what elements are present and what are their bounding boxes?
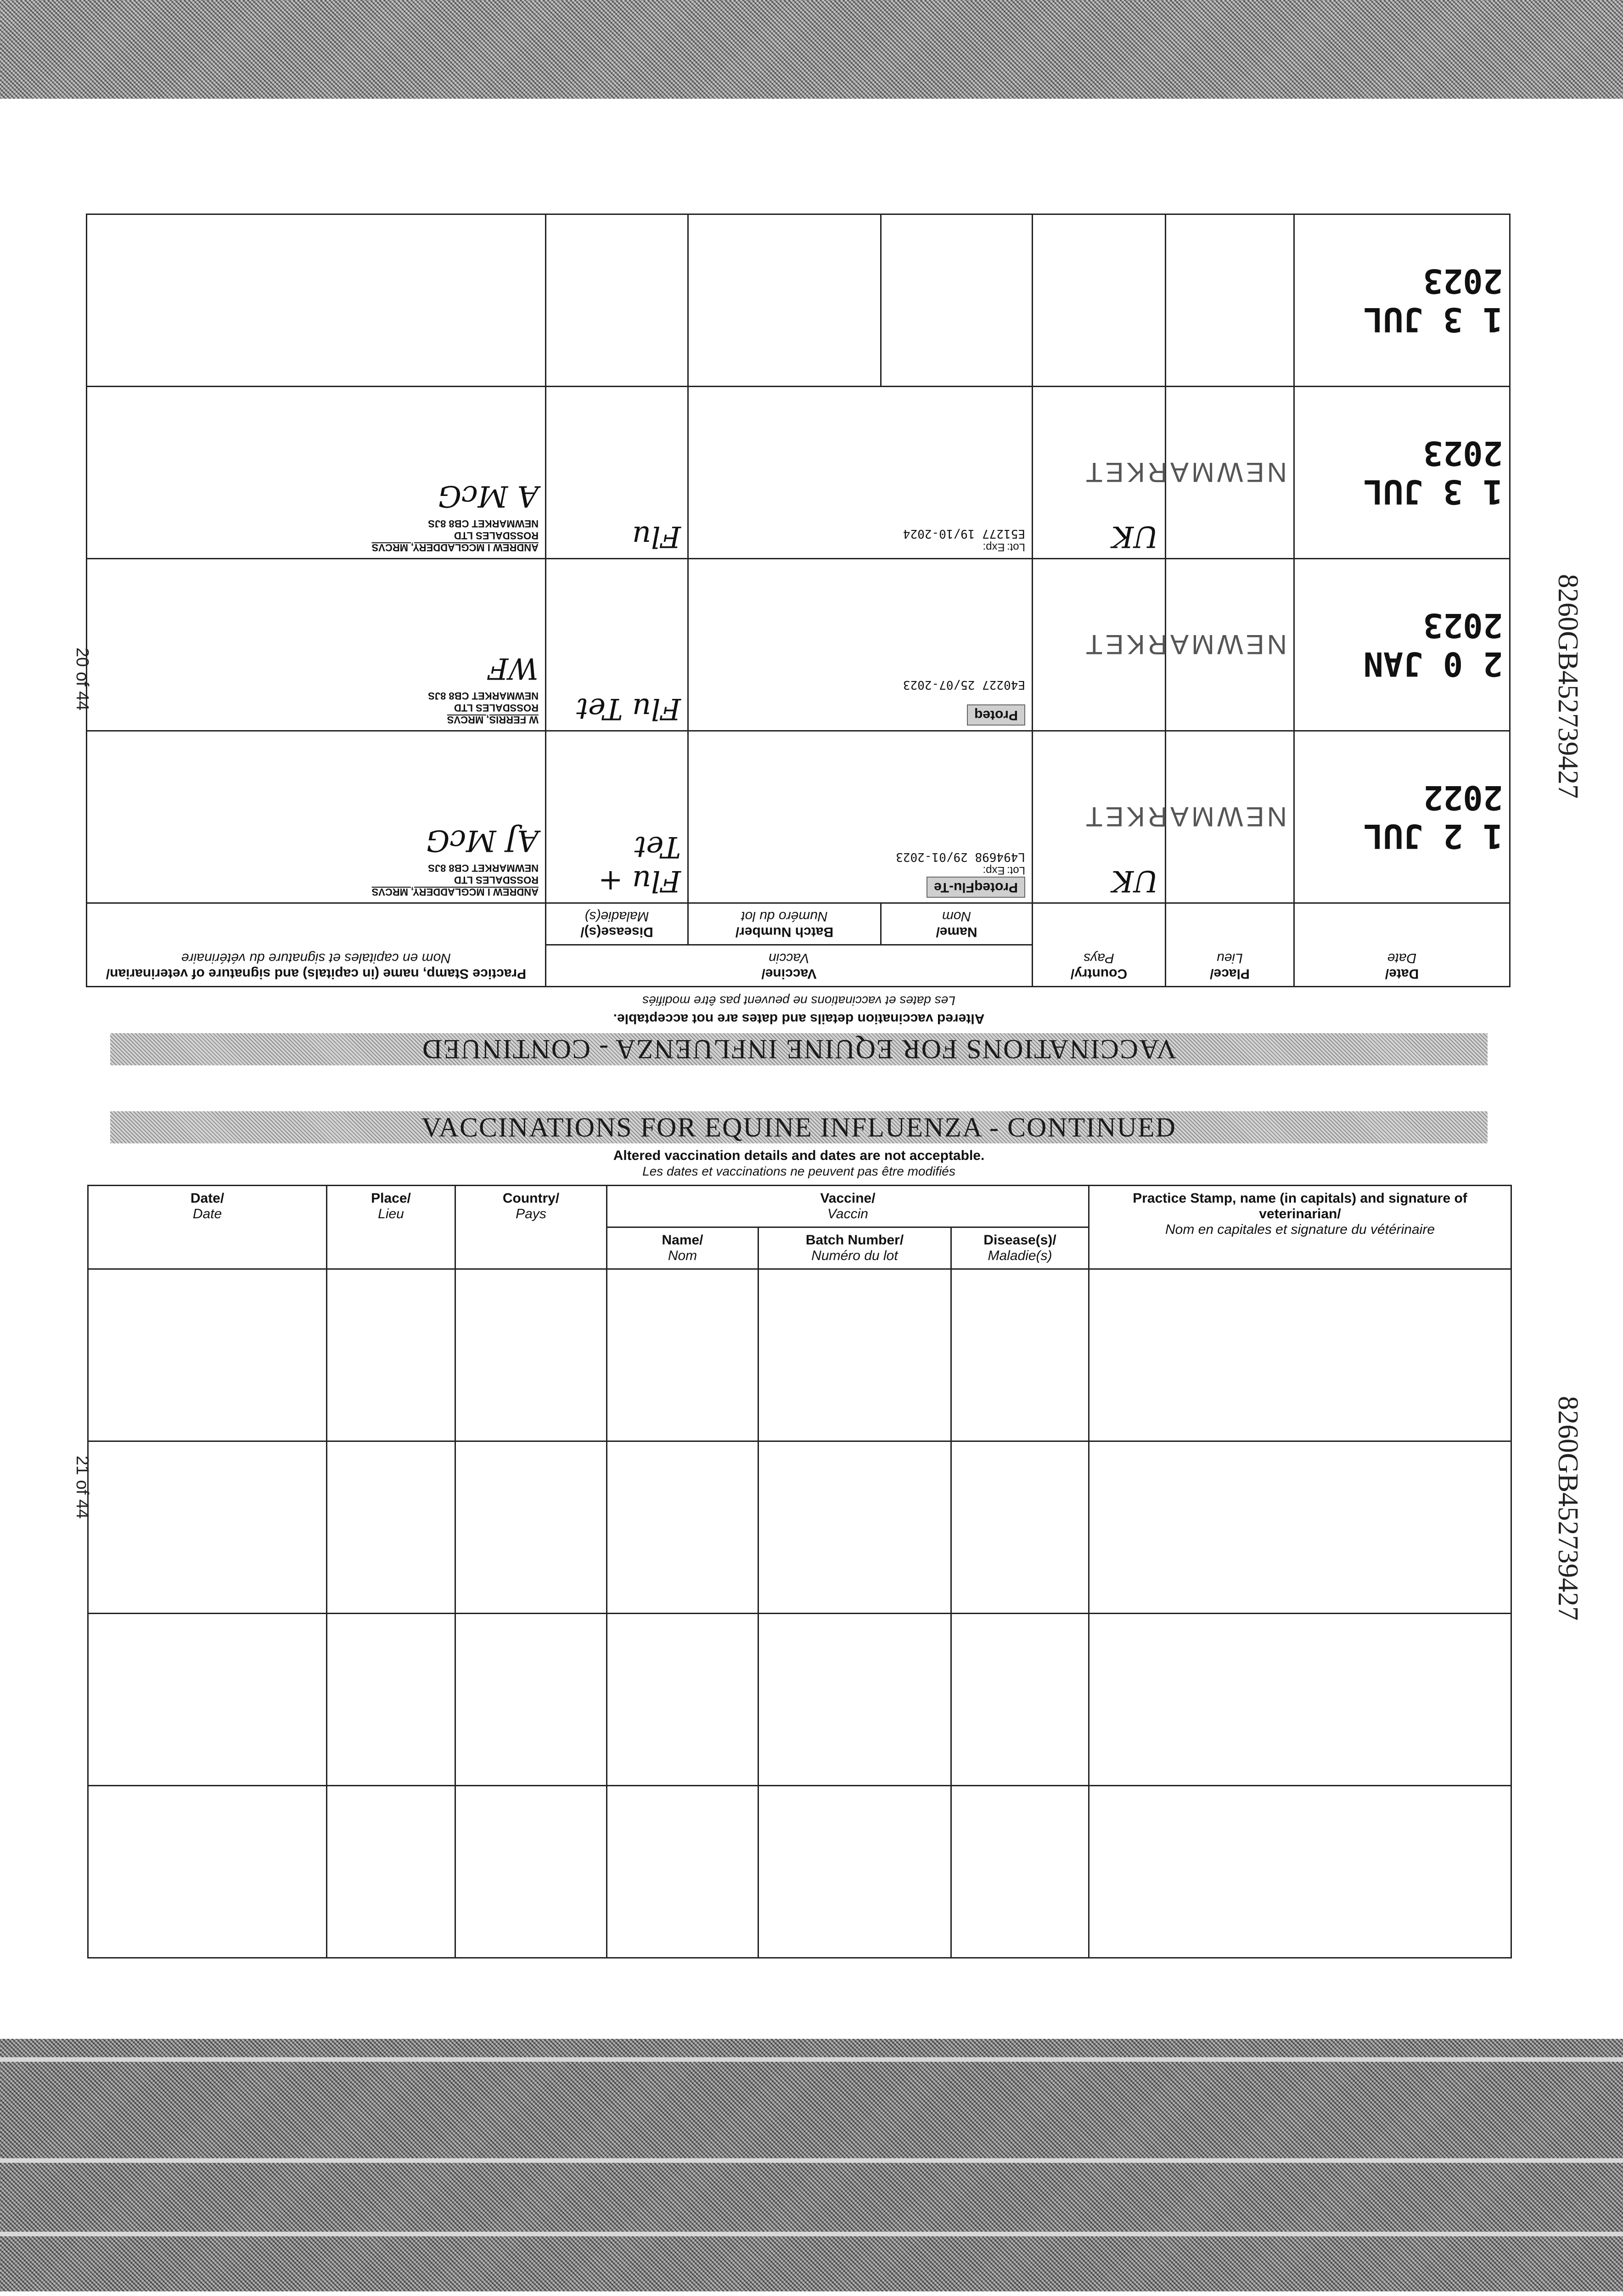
lot-label: Lot: xyxy=(1006,864,1025,877)
place-cell xyxy=(327,1786,455,1958)
place-cell xyxy=(1166,214,1294,387)
place-cell xyxy=(327,1441,455,1614)
table-row xyxy=(88,1269,1511,1441)
table-row xyxy=(88,1614,1511,1786)
practice-stamp: ANDREW I MCGLADDERY, MRCVS ROSSDALES LTD NEWMARKET CB8 8JS xyxy=(371,518,539,553)
stamp-cell xyxy=(1089,1786,1511,1958)
exp-label: Exp: xyxy=(983,864,1005,877)
header-stamp: Practice Stamp, name (in capitals) and signature of veterinarian/ Nom en capitales et signature du vétérinaire xyxy=(1089,1186,1511,1269)
practice-stamp: ANDREW I MCGLADDERY, MRCVS ROSSDALES LTD NEWMARKET CB8 8JS xyxy=(371,862,539,898)
notice-en: Altered vaccination details and dates are not acceptable. xyxy=(613,1148,985,1163)
batch-cell xyxy=(688,214,881,387)
batch-number: E51277 19/10-2024 xyxy=(903,527,1025,540)
date-cell: 1 2 JUL 2022 xyxy=(1294,731,1510,903)
batch-number: L494698 29/01-2023 xyxy=(896,850,1025,864)
table-row xyxy=(86,387,1510,559)
batch-number: E40227 25/07-2023 xyxy=(903,678,1025,692)
header-disease: Disease(s)/ Maladie(s) xyxy=(545,903,688,945)
table-row xyxy=(88,1441,1511,1614)
page-20 xyxy=(64,147,1533,1065)
notice-fr: Les dates et vaccinations ne peuvent pas être modifiés xyxy=(642,1164,955,1178)
signature: WF xyxy=(488,651,539,685)
stamp-cell xyxy=(86,559,545,731)
header-name: Name/ Nom xyxy=(881,903,1033,945)
place-cell: NEWMARKET xyxy=(1166,731,1294,903)
country-cell xyxy=(455,1614,607,1786)
date-cell xyxy=(88,1441,327,1614)
table-header-row xyxy=(88,1186,1511,1227)
lot-label: Lot: xyxy=(1006,541,1025,553)
disease-cell: Flu + Tet xyxy=(545,731,688,903)
country-cell: UK xyxy=(1033,731,1166,903)
notice-fr: Les dates et vaccinations ne peuvent pas être modifiés xyxy=(642,994,955,1008)
name-cell xyxy=(607,1786,758,1958)
date-cell xyxy=(88,1786,327,1958)
disease-cell xyxy=(545,214,688,387)
country-cell xyxy=(1033,214,1166,387)
name-cell xyxy=(607,1269,758,1441)
header-stamp: Practice Stamp, name (in capitals) and signature of veterinarian/ Nom en capitales et signature du vétérinaire xyxy=(86,903,545,987)
stamp-cell xyxy=(86,214,545,387)
name-cell xyxy=(607,1614,758,1786)
disease-cell xyxy=(951,1269,1089,1441)
disease-cell xyxy=(951,1614,1089,1786)
page-21 xyxy=(64,1111,1533,2007)
date-cell: 1 3 JUL 2023 xyxy=(1294,214,1510,387)
header-place: Place/ Lieu xyxy=(327,1186,455,1269)
country-cell xyxy=(455,1269,607,1441)
name-cell xyxy=(607,1441,758,1614)
header-country: Country/ Pays xyxy=(1033,903,1166,987)
header-country: Country/ Pays xyxy=(455,1186,607,1269)
stamp-cell xyxy=(86,731,545,903)
table-row xyxy=(86,214,1510,387)
batch-cell xyxy=(758,1441,951,1614)
place-cell: NEWMARKET xyxy=(1166,559,1294,731)
name-cell xyxy=(881,214,1033,387)
place-cell xyxy=(327,1269,455,1441)
disease-cell: Flu xyxy=(545,387,688,559)
signature: AJ McG xyxy=(426,823,539,857)
header-vaccine: Vaccine/ Vaccin xyxy=(545,945,1032,987)
date-cell xyxy=(88,1614,327,1786)
vaccine-label-cell xyxy=(688,559,1033,731)
passport-id-upper: 8260GB452739427 xyxy=(1552,574,1584,799)
notice-en: Altered vaccination details and dates are not acceptable. xyxy=(613,1011,985,1026)
table-row xyxy=(88,1786,1511,1958)
vaccine-sticker: Proteq xyxy=(967,704,1025,726)
header-date: Date/ Date xyxy=(1294,903,1510,987)
signature: A McG xyxy=(438,479,539,513)
header-place: Place/ Lieu xyxy=(1166,903,1294,987)
table-row xyxy=(86,731,1510,903)
place-cell: NEWMARKET xyxy=(1166,387,1294,559)
header-date: Date/ Date xyxy=(88,1186,327,1269)
disease-cell xyxy=(951,1441,1089,1614)
exp-label: Exp: xyxy=(983,541,1005,553)
scan-top-band xyxy=(0,0,1623,99)
country-cell: UK xyxy=(1033,387,1166,559)
batch-cell xyxy=(758,1269,951,1441)
header-batch: Batch Number/ Numéro du lot xyxy=(688,903,881,945)
stamp-cell xyxy=(1089,1269,1511,1441)
vaccine-label-cell xyxy=(688,387,1033,559)
stamp-cell xyxy=(1089,1614,1511,1786)
header-vaccine: Vaccine/ Vaccin xyxy=(607,1186,1089,1227)
country-cell xyxy=(455,1441,607,1614)
table-header-row xyxy=(86,945,1510,987)
date-cell: 1 3 JUL 2023 xyxy=(1294,387,1510,559)
passport-id-lower: 8260GB452739427 xyxy=(1552,1396,1584,1621)
date-cell xyxy=(88,1269,327,1441)
stamp-cell xyxy=(86,387,545,559)
country-cell xyxy=(455,1786,607,1958)
table-row xyxy=(86,559,1510,731)
header-batch: Batch Number/ Numéro du lot xyxy=(758,1227,951,1269)
batch-cell xyxy=(758,1786,951,1958)
vaccine-label-cell xyxy=(688,731,1033,903)
date-cell: 2 0 JAN 2023 xyxy=(1294,559,1510,731)
vaccine-sticker: ProteqFlu-Te xyxy=(927,877,1025,898)
vaccination-table xyxy=(87,1185,1512,1958)
disease-cell: Flu Tet xyxy=(545,559,688,731)
page-number-20: 20 of 44 xyxy=(73,647,92,711)
vaccination-table xyxy=(86,214,1511,987)
place-cell xyxy=(327,1614,455,1786)
batch-cell xyxy=(758,1614,951,1786)
stamp-cell xyxy=(1089,1441,1511,1614)
disease-cell xyxy=(951,1786,1089,1958)
scan-bottom-band xyxy=(0,2039,1623,2291)
header-disease: Disease(s)/ Maladie(s) xyxy=(951,1227,1089,1269)
practice-stamp: W FERRIS, MRCVS ROSSDALES LTD NEWMARKET CB8 8JS xyxy=(428,690,539,726)
section-banner: VACCINATIONS FOR EQUINE INFLUENZA - CONTINUED xyxy=(110,1033,1488,1065)
page-number-21: 21 of 44 xyxy=(73,1456,92,1519)
header-name: Name/ Nom xyxy=(607,1227,758,1269)
section-banner: VACCINATIONS FOR EQUINE INFLUENZA - CONTINUED xyxy=(110,1111,1488,1143)
